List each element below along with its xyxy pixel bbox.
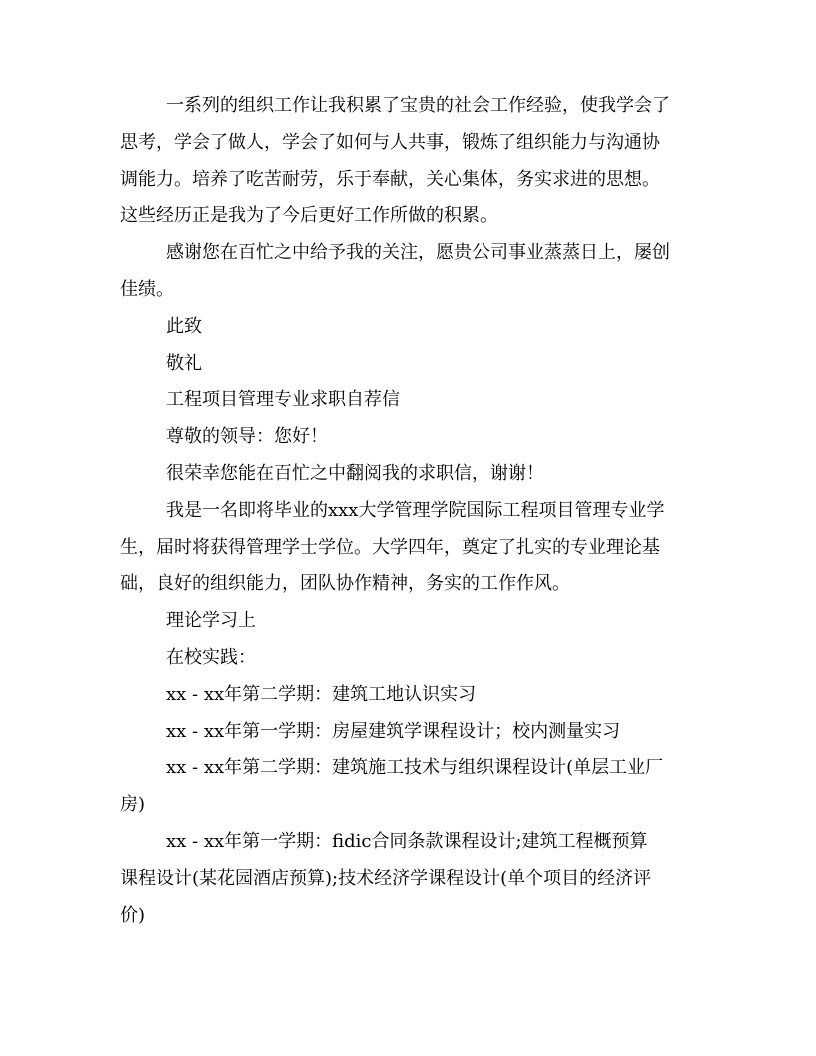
text-line: 这些经历正是我为了今后更好工作所做的积累。 — [120, 205, 498, 227]
text-line: 生，届时将获得管理学士学位。大学四年，奠定了扎实的专业理论基 — [120, 536, 660, 558]
text-line: 房) — [120, 794, 146, 816]
text-line: 价) — [120, 904, 146, 926]
text-line: 很荣幸您能在百忙之中翻阅我的求职信，谢谢！ — [166, 462, 544, 484]
text-line: 课程设计(某花园酒店预算);技术经济学课程设计(单个项目的经济评 — [120, 867, 652, 889]
text-line: 此致 — [166, 315, 202, 337]
text-line: 一系列的组织工作让我积累了宝贵的社会工作经验，使我学会了 — [166, 95, 670, 116]
text-line: xx - xx年第二学期：建筑工地认识实习 — [166, 683, 477, 705]
text-line: 思考，学会了做人，学会了如何与人共事，锻炼了组织能力与沟通协 — [120, 131, 660, 153]
text-line: xx - xx年第二学期：建筑施工技术与组织课程设计(单层工业厂 — [166, 757, 664, 779]
text-line: 在校实践： — [166, 646, 256, 668]
document-body — [120, 88, 700, 934]
text-line: 理论学习上 — [166, 610, 256, 632]
text-line: xx - xx年第一学期：fidic合同条款课程设计;建筑工程概预算 — [166, 830, 648, 852]
text-line: 尊敬的领导：您好！ — [166, 426, 328, 448]
text-line: 敬礼 — [166, 352, 202, 374]
text-line: 佳绩。 — [120, 278, 174, 300]
text-line: 础，良好的组织能力，团队协作精神，务实的工作作风。 — [120, 573, 570, 595]
text-line: 我是一名即将毕业的xxx大学管理学院国际工程项目管理专业学 — [166, 499, 665, 521]
text-line: 感谢您在百忙之中给予我的关注，愿贵公司事业蒸蒸日上，屡创 — [166, 242, 670, 264]
text-line: 工程项目管理专业求职自荐信 — [166, 389, 400, 411]
text-line: xx - xx年第一学期：房屋建筑学课程设计；校内测量实习 — [166, 720, 621, 742]
text-line: 调能力。培养了吃苦耐劳，乐于奉献，关心集体，务实求进的思想。 — [120, 168, 660, 190]
